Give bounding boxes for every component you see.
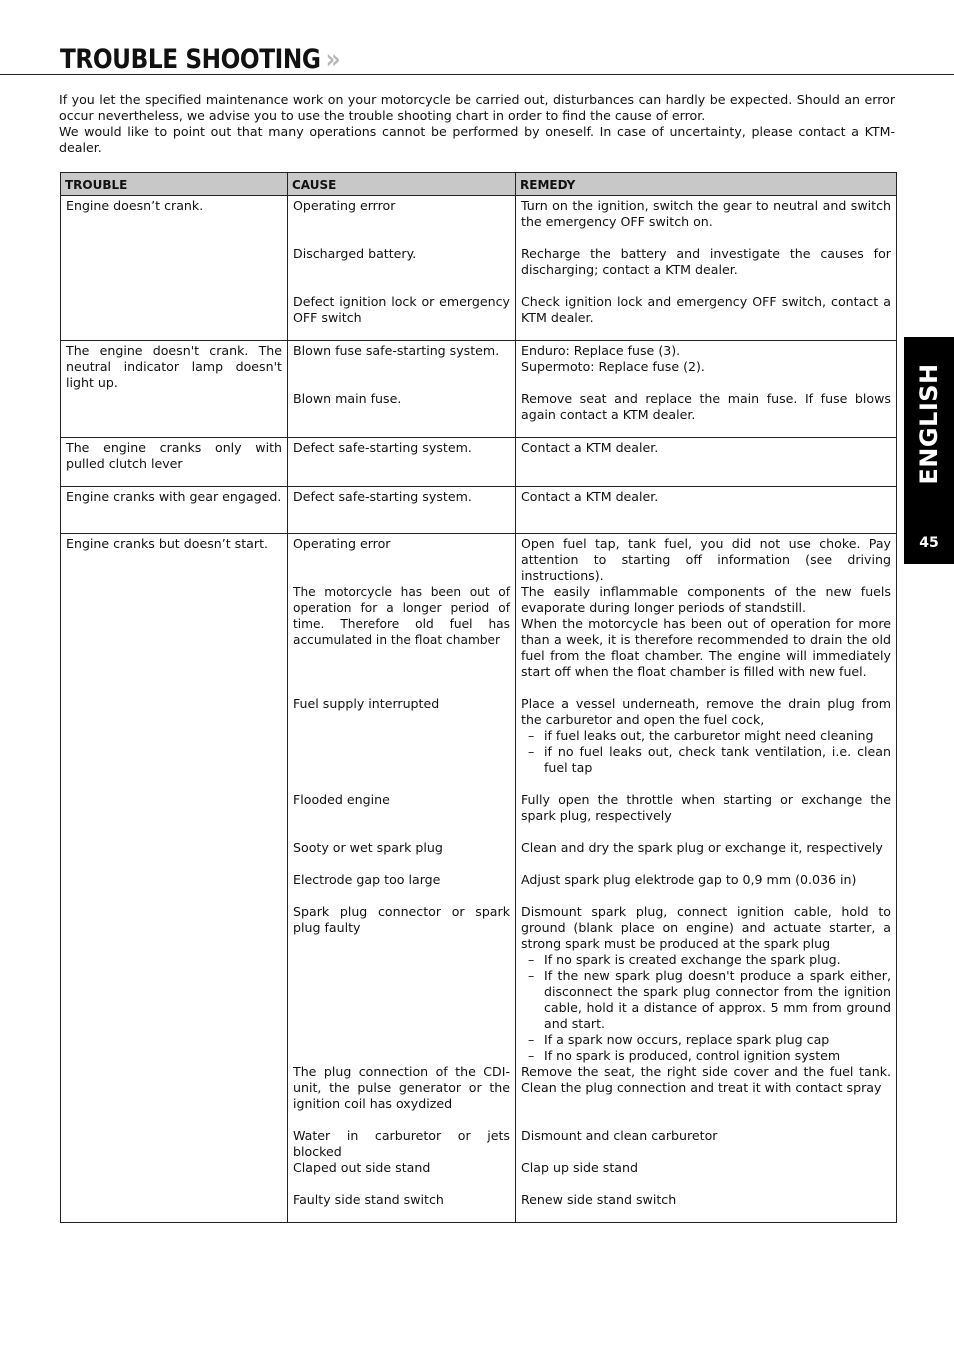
remedy-text: Contact a KTM dealer. bbox=[521, 489, 659, 504]
remedy-text: Open fuel tap, tank fuel, you did not use choke. Pay attention to starting off information (see driving instructions). bbox=[521, 536, 891, 583]
cause-text: Defect ignition lock or emergency OFF switch bbox=[293, 294, 510, 325]
table-header-row bbox=[61, 173, 897, 196]
trouble-cell bbox=[61, 487, 288, 534]
cause-text: Sooty or wet spark plug bbox=[293, 840, 443, 855]
remedy-text: Turn on the ignition, switch the gear to neutral and switch the emergency OFF switch on. bbox=[521, 198, 891, 229]
remedy-text: Clean and dry the spark plug or exchange it, respectively bbox=[521, 840, 883, 855]
table-row bbox=[61, 487, 897, 534]
remedy-text: Remove seat and replace the main fuse. If fuse blows again contact a KTM dealer. bbox=[521, 391, 891, 422]
cause-text: Blown fuse safe-starting system. bbox=[293, 343, 500, 358]
remedy-line: When the motorcycle has been out of operation for more than a week, it is therefore recommended to drain the old fuel from the float chamber. The engine will immediately start off when the float chamber is filled with new fuel. bbox=[521, 616, 891, 679]
table-row bbox=[61, 196, 897, 341]
trouble-cell bbox=[61, 438, 288, 487]
remedy-text bbox=[521, 343, 891, 375]
remedy-line: Enduro: Replace fuse (3). bbox=[521, 343, 681, 358]
cause-cell bbox=[288, 341, 516, 438]
page-header bbox=[0, 44, 954, 75]
remedy-list bbox=[521, 952, 891, 1064]
cause-text: Claped out side stand bbox=[293, 1160, 431, 1175]
cause-text: Defect safe-starting system. bbox=[293, 440, 472, 455]
page-title bbox=[60, 44, 340, 75]
trouble-cell bbox=[61, 534, 288, 1223]
list-item: – If a spark now occurs, replace spark plug cap bbox=[521, 1032, 891, 1048]
cause-text: The plug connection of the CDI-unit, the pulse generator or the ignition coil has oxydized bbox=[293, 1064, 510, 1111]
table-row bbox=[61, 534, 897, 1223]
trouble-shooting-table bbox=[60, 172, 897, 1223]
cause-text: Water in carburetor or jets blocked bbox=[293, 1128, 510, 1159]
remedy-text: Clap up side stand bbox=[521, 1160, 638, 1175]
page-number: 45 bbox=[919, 535, 939, 551]
cause-text: Blown main fuse. bbox=[293, 391, 402, 406]
cause-cell bbox=[288, 438, 516, 487]
table-row bbox=[61, 438, 897, 487]
cause-text: Electrode gap too large bbox=[293, 872, 441, 887]
trouble-text: The engine cranks only with pulled clutch lever bbox=[66, 440, 282, 471]
cause-cell bbox=[288, 487, 516, 534]
cause-text: Faulty side stand switch bbox=[293, 1192, 444, 1207]
remedy-text: Check ignition lock and emergency OFF switch, contact a KTM dealer. bbox=[521, 294, 891, 325]
remedy-cell bbox=[516, 487, 897, 534]
remedy-list bbox=[521, 728, 891, 776]
remedy-cell bbox=[516, 196, 897, 341]
list-item: – If no spark is created exchange the spark plug. bbox=[521, 952, 891, 968]
language-tab bbox=[904, 337, 954, 564]
remedy-text: Fully open the throttle when starting or exchange the spark plug, respectively bbox=[521, 792, 891, 823]
header-cause: CAUSE bbox=[288, 173, 516, 196]
trouble-text: Engine doesn’t crank. bbox=[66, 198, 204, 213]
language-label: ENGLISH bbox=[915, 363, 943, 485]
cause-text: Operating errror bbox=[293, 198, 396, 213]
remedy-text: Adjust spark plug elektrode gap to 0,9 mm (0.036 in) bbox=[521, 872, 857, 887]
cause-cell bbox=[288, 534, 516, 1223]
cause-text: Discharged battery. bbox=[293, 246, 417, 261]
remedy-text: Remove the seat, the right side cover and the fuel tank. Clean the plug connection and treat it with contact spray bbox=[521, 1064, 891, 1095]
cause-text: Fuel supply interrupted bbox=[293, 696, 440, 711]
remedy-text: Renew side stand switch bbox=[521, 1192, 677, 1207]
intro-paragraph: We would like to point out that many operations cannot be performed by oneself. In case of uncertainty, please contact a KTM-dealer. bbox=[59, 124, 895, 155]
trouble-cell bbox=[61, 196, 288, 341]
header-remedy: REMEDY bbox=[516, 173, 897, 196]
cause-text: Spark plug connector or spark plug faulty bbox=[293, 904, 510, 935]
remedy-text bbox=[521, 696, 891, 776]
remedy-text bbox=[521, 904, 891, 1063]
trouble-text: Engine cranks with gear engaged. bbox=[66, 489, 282, 504]
cause-text: Defect safe-starting system. bbox=[293, 489, 472, 504]
chevron-icon: » bbox=[325, 44, 341, 75]
remedy-line: Supermoto: Replace fuse (2). bbox=[521, 359, 705, 374]
header-trouble: TROUBLE bbox=[61, 173, 288, 196]
remedy-text: Recharge the battery and investigate the causes for discharging; contact a KTM dealer. bbox=[521, 246, 891, 277]
page-title-text: TROUBLE SHOOTING bbox=[60, 44, 321, 75]
intro-text bbox=[59, 92, 895, 156]
remedy-cell bbox=[516, 438, 897, 487]
list-item: – if fuel leaks out, the carburetor might need cleaning bbox=[521, 728, 891, 744]
remedy-line: Dismount spark plug, connect ignition cable, hold to ground (blank place on engine) and actuate starter, a strong spark must be produced at the spark plug bbox=[521, 904, 891, 951]
intro-paragraph: If you let the specified maintenance work on your motorcycle be carried out, disturbances can hardly be expected. Should an error occur nevertheless, we advise you to use the trouble shooting chart in order to find the cause of error. bbox=[59, 92, 895, 123]
remedy-text bbox=[521, 584, 891, 680]
cause-text: The motorcycle has been out of operation for a longer period of time. Therefore old fuel has accumulated in the float chamber bbox=[293, 585, 510, 647]
remedy-line: Place a vessel underneath, remove the drain plug from the carburetor and open the fuel cock, bbox=[521, 696, 891, 727]
list-item: – if no fuel leaks out, check tank ventilation, i.e. clean fuel tap bbox=[521, 744, 891, 776]
remedy-text: Dismount and clean carburetor bbox=[521, 1128, 718, 1143]
trouble-text: The engine doesn't crank. The neutral indicator lamp doesn't light up. bbox=[66, 343, 282, 390]
trouble-text: Engine cranks but doesn’t start. bbox=[66, 536, 269, 551]
remedy-text: Contact a KTM dealer. bbox=[521, 440, 659, 455]
cause-text: Flooded engine bbox=[293, 792, 390, 807]
remedy-cell bbox=[516, 534, 897, 1223]
list-item: – If the new spark plug doesn't produce a spark either, disconnect the spark plug connector from the ignition cable, hold it a distance of approx. 5 mm from ground and start. bbox=[521, 968, 891, 1032]
trouble-cell bbox=[61, 341, 288, 438]
table-row bbox=[61, 341, 897, 438]
remedy-line: The easily inflammable components of the new fuels evaporate during longer periods of standstill. bbox=[521, 584, 891, 615]
cause-text: Operating error bbox=[293, 536, 391, 551]
list-item: – If no spark is produced, control ignition system bbox=[521, 1048, 891, 1064]
remedy-cell bbox=[516, 341, 897, 438]
cause-cell bbox=[288, 196, 516, 341]
